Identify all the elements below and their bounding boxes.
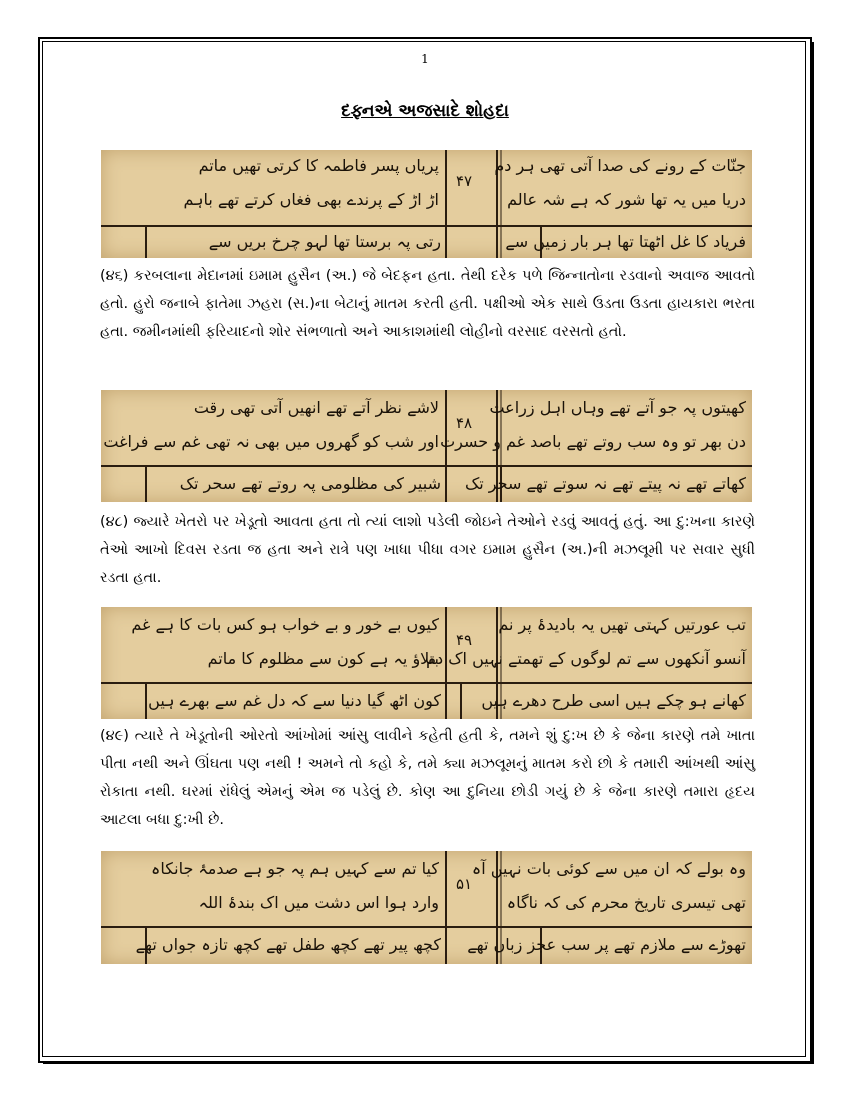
verse-right-line: کھانے ہو چکے ہیں اسی طرح دھرے ہیں — [481, 691, 746, 710]
verse-left-line: پریاں پسر فاطمہ کا کرتی تھیں ماتم — [198, 156, 439, 175]
translation-paragraph: (૪૮) જ્યારે ખેતરો પર ખેડૂતો આવતા હતા તો ત્યાં લાશો પડેલી જોઇને તેઓને રડવું આવતું હતું. આ દુ:ખના કારણે તેઓ આખો દિવસ રડતા જ હતા અને રાત્રે પણ ખાધા પીધા વગર ઇમામ હુસૈન (અ.)ની મઝલૂમી પર સવાર સુધી રડતા હતા. — [100, 514, 755, 586]
verse-left-line: وارد ہوا اس دشت میں اک بندۂ اللہ — [198, 893, 439, 912]
verse-left-line: رتی پہ برستا تھا لہو چرخ بریں سے — [208, 232, 441, 251]
verse-number: ۴۸ — [456, 414, 473, 432]
verse-right-line: کھیتوں پہ جو آتے تھے وہاں اہل زراعت — [489, 398, 746, 417]
verse-right-line: وہ بولے کہ ان میں سے کوئی بات نہیں آہ — [471, 859, 746, 878]
verse-scan-image — [101, 150, 752, 258]
verse-left-line: بتلاؤ یہ ہے کون سے مظلوم کا ماتم — [207, 649, 439, 668]
verse-right-line: تھوڑے سے ملازم تھے پر سب عجز زباں تھے — [467, 935, 746, 954]
page-number: 1 — [421, 52, 429, 66]
verse-right-line: کھاتے تھے نہ پیتے تھے نہ سوتے تھے سحر تک — [464, 474, 746, 493]
verse-left-line: اور شب کو گھروں میں بھی نہ تھی غم سے فراغت — [103, 432, 439, 451]
verse-right-line: دریا میں یہ تھا شور کہ ہے شہ عالم — [507, 190, 746, 209]
verse-left-line: اڑ اڑ کے پرندے بھی فغاں کرتے تھے باہم — [183, 190, 439, 209]
page-title: દફ્નએ અજસાદે શોહદા — [341, 101, 509, 121]
verse-number: ۴۷ — [456, 172, 473, 190]
verse-right-line: فریاد کا غل اٹھتا تھا ہر بار زمیں سے — [505, 232, 746, 251]
verse-right-line: تب عورتیں کہتی تھیں یہ بادیدۂ پر نم — [498, 615, 746, 634]
translation-paragraph: (૪૬) કરબલાના મેદાનમાં ઇમામ હુસૈન (અ.) જે બેદફન હતા. તેથી દરેક પળે જિન્નાતોના રડવાનો અવાજ આવતો હતો. હુરો જનાબે ફાતેમા ઝહરા (સ.)ના બેટાનું માતમ કરતી હતી. પક્ષીઓ એક સાથે ઉડતા ઉડતા હાયકારા ભરતા હતા. જમીનમાંથી ફરિયાદનો શોર સંભળાતો અને આકાશમાંથી લોહીનો વરસાદ વરસતો હતો. — [100, 268, 755, 340]
verse-scan-image — [101, 851, 752, 964]
verse-right-line: آنسو آنکھوں سے تم لوگوں کے تھمتے نہیں اک دم — [426, 649, 746, 668]
verse-left-line: شبیر کی مظلومی پہ روتے تھے سحر تک — [179, 474, 441, 493]
verse-right-line: دن بھر تو وہ سب روتے تھے باصد غم و حسرت — [440, 432, 746, 451]
verse-left-line: کیا تم سے کہیں ہم پہ جو ہے صدمۂ جانکاہ — [151, 859, 439, 878]
translation-paragraph: (૪૯) ત્યારે તે ખેડૂતોની ઓરતો આંખોમાં આંસુ લાવીને કહેતી હતી કે, તમને શું દુ:ખ છે કે જેના કારણે તમે ખાતા પીતા નથી અને ઊંઘતા પણ નથી ! અમને તો કહો કે, તમે ક્યા મઝલૂમનું માતમ કરો છો કે તમારી આંખથી આંસુ રોકાતા નથી. ઘરમાં રાંધેલું એમનું એમ જ પડેલું છે. કોણ આ દુનિયા છોડી ગયું છે કે જેના કારણે તમારા હૃદય આટલા બધા દુ:ખી છે. — [100, 728, 755, 828]
verse-left-line: لاشے نظر آتے تھے انھیں آتی تھی رقت — [193, 398, 439, 417]
verse-left-line: کیوں بے خور و بے خواب ہو کس بات کا ہے غم — [131, 615, 439, 634]
verse-scan-image — [101, 390, 752, 502]
verse-scan-image — [101, 607, 752, 719]
page-border-shadow-right — [811, 42, 814, 1063]
verse-number: ۵۱ — [456, 875, 473, 893]
verse-number: ۴۹ — [456, 631, 473, 649]
verse-right-line: تھی تیسری تاریخ محرم کی کہ ناگاہ — [506, 893, 746, 912]
verse-right-line: جنّات کے رونے کی صدا آتی تھی ہر دم — [494, 156, 746, 175]
verse-left-line: کچھ پیر تھے کچھ طفل تھے کچھ تازہ جواں تھے — [135, 935, 441, 954]
page-border-shadow-bottom — [43, 1061, 814, 1064]
verse-left-line: کون اٹھ گیا دنیا سے کہ دل غم سے بھرے ہیں — [148, 691, 441, 710]
